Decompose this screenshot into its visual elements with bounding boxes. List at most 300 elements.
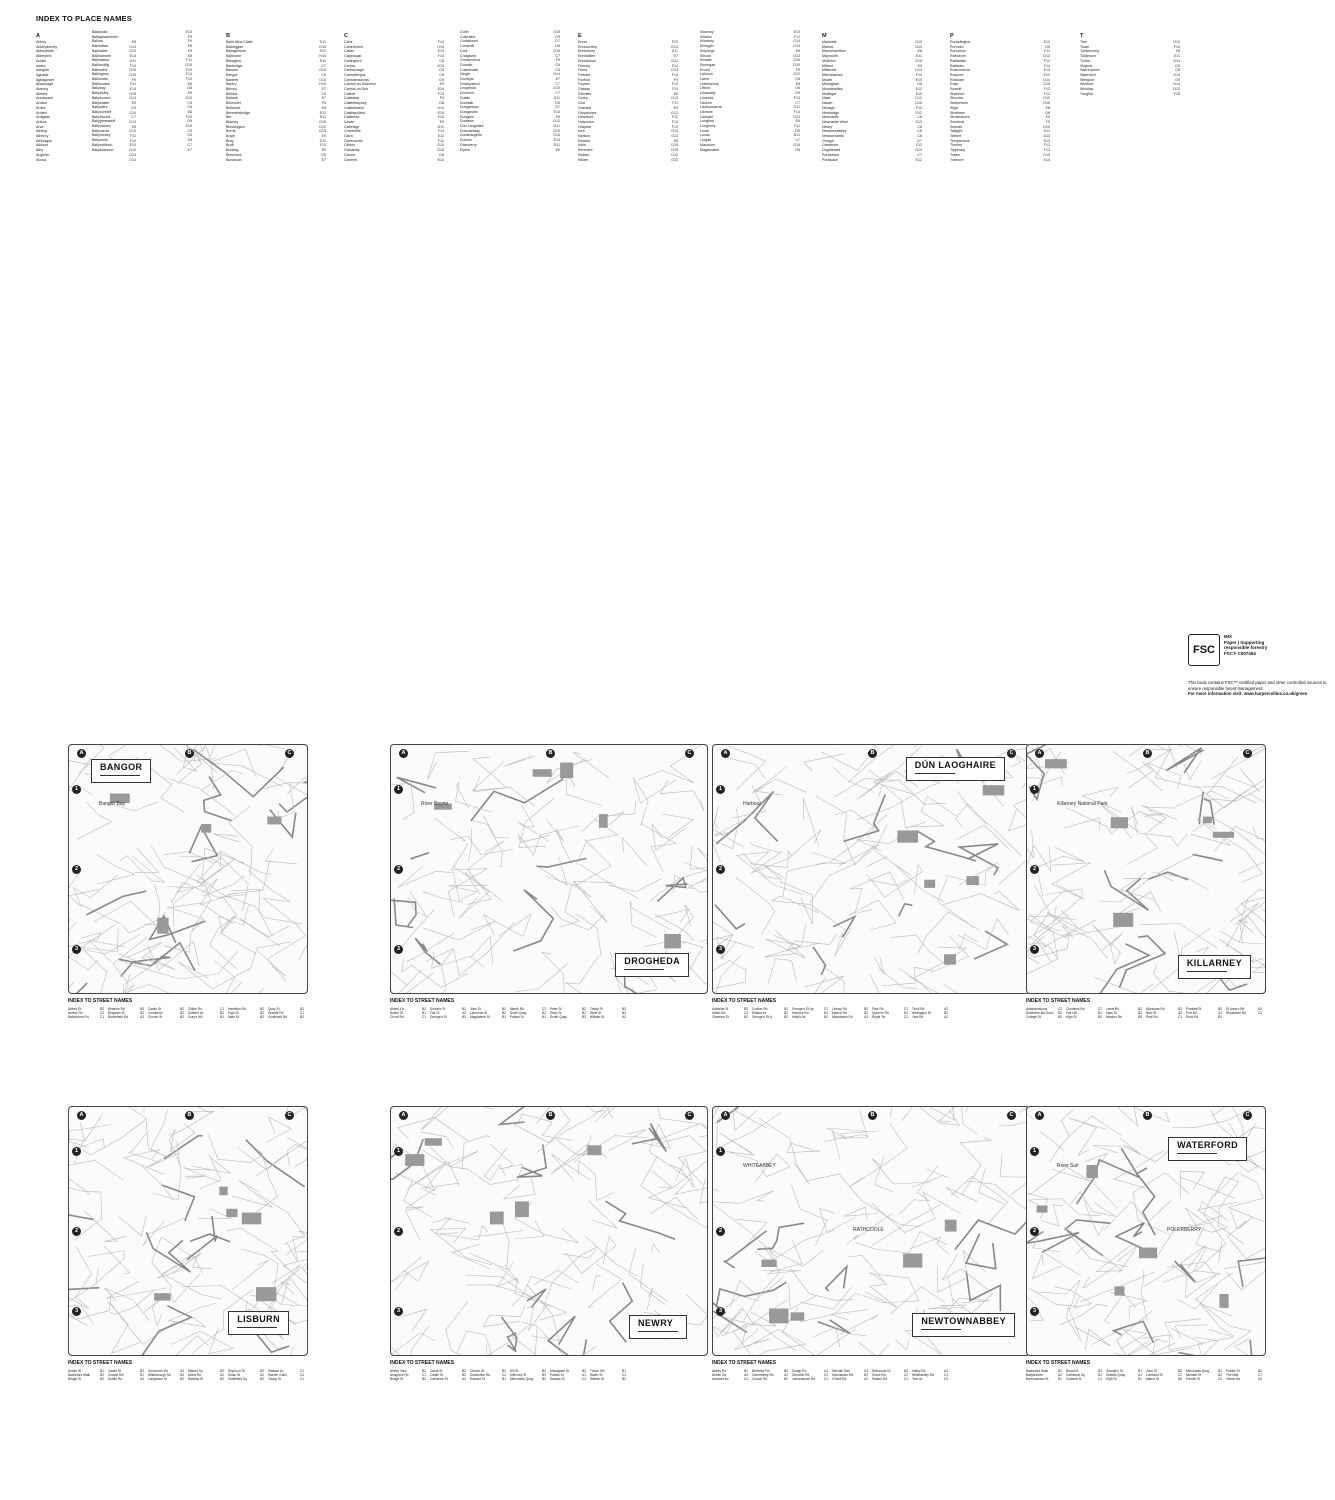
scale-bar bbox=[915, 773, 955, 776]
street-name: Queen's Rd bbox=[872, 1011, 889, 1016]
street-line bbox=[854, 974, 887, 993]
street-line bbox=[573, 1107, 606, 1112]
street-name: Muckross Rd bbox=[1146, 1007, 1165, 1011]
grid-reference: C6 bbox=[187, 105, 192, 110]
street-line bbox=[1077, 1148, 1139, 1204]
place-name: Portadown bbox=[822, 152, 840, 157]
street-name: Governors Rd bbox=[148, 1369, 168, 1373]
grid-reference: E8 bbox=[187, 109, 192, 114]
place-name: Carndonagh bbox=[344, 68, 364, 73]
street-line bbox=[483, 816, 509, 838]
grid-marker: C bbox=[285, 1111, 294, 1120]
street-line bbox=[1225, 769, 1260, 792]
place-name: Cahir bbox=[344, 40, 353, 44]
place-name: Killorglin bbox=[700, 44, 714, 49]
street-index-column bbox=[1106, 1369, 1142, 1382]
place-name: Elphin bbox=[460, 147, 470, 152]
place-name: Ballingarry bbox=[92, 72, 109, 77]
street-index-column bbox=[228, 1369, 264, 1382]
street-name: New St bbox=[1146, 1011, 1157, 1016]
street-grid-ref: C1 bbox=[219, 1007, 224, 1011]
place-name: Banteer bbox=[226, 77, 239, 82]
street-line bbox=[576, 914, 601, 957]
street-line bbox=[69, 982, 76, 993]
street-map[interactable] bbox=[1026, 1106, 1266, 1356]
place-name: Adrigole bbox=[36, 68, 50, 73]
street-line bbox=[69, 1279, 87, 1326]
street-grid-ref: B2 bbox=[462, 1015, 466, 1020]
street-map[interactable] bbox=[68, 1106, 308, 1356]
street-name: John St bbox=[470, 1007, 481, 1011]
grid-reference: E14 bbox=[1043, 157, 1050, 162]
grid-reference: G15 bbox=[319, 68, 326, 73]
place-name: Letterkenny bbox=[700, 81, 719, 86]
street-name: Park Rd bbox=[1146, 1015, 1158, 1020]
street-line bbox=[699, 1123, 707, 1166]
street-grid-ref: B2 bbox=[220, 1011, 224, 1016]
street-line bbox=[426, 923, 515, 976]
landmark-block bbox=[664, 934, 681, 948]
street-line bbox=[867, 857, 888, 867]
place-name: Abbeyfeale bbox=[36, 49, 54, 54]
grid-reference: E11 bbox=[319, 58, 326, 63]
grid-reference: E12 bbox=[1043, 40, 1050, 44]
street-index-column bbox=[912, 1369, 948, 1382]
map-place-label: River Boyne bbox=[421, 801, 449, 807]
street-line bbox=[559, 1346, 597, 1355]
place-name: Ballybofey bbox=[92, 91, 109, 96]
place-name: Bandon bbox=[226, 68, 239, 73]
index-entry bbox=[700, 148, 800, 153]
street-name: Plunkett St bbox=[1186, 1007, 1202, 1011]
grid-reference: C7 bbox=[795, 138, 800, 143]
grid-reference: E9 bbox=[795, 119, 800, 124]
grid-reference: D11 bbox=[553, 142, 560, 147]
grid-reference: D13 bbox=[319, 129, 326, 134]
street-line bbox=[1027, 1107, 1034, 1119]
street-line bbox=[578, 1161, 615, 1201]
street-name: Main St bbox=[1106, 1011, 1117, 1016]
grid-marker: C bbox=[685, 749, 694, 758]
town-map-panel bbox=[68, 744, 308, 1106]
grid-marker: 3 bbox=[1030, 1307, 1039, 1316]
street-line bbox=[657, 878, 687, 902]
place-name: Macroom bbox=[700, 142, 715, 147]
street-line bbox=[542, 952, 564, 993]
street-line bbox=[484, 1148, 507, 1180]
street-line bbox=[768, 959, 796, 983]
street-grid-ref: B2 bbox=[1098, 1015, 1102, 1020]
street-name: Marsh Rd bbox=[510, 1007, 524, 1011]
grid-reference: D9 bbox=[131, 105, 136, 110]
street-line bbox=[1227, 1217, 1265, 1259]
place-name: Virginia bbox=[1080, 63, 1092, 68]
place-name: Aclare bbox=[36, 58, 47, 63]
street-grid-ref: A2 bbox=[622, 1015, 626, 1020]
place-name: Carrick-on-Suir bbox=[344, 87, 369, 92]
grid-reference: F9 bbox=[1045, 119, 1050, 124]
street-line bbox=[1168, 1353, 1195, 1356]
street-line bbox=[135, 848, 159, 873]
street-line bbox=[448, 885, 488, 892]
street-index-column bbox=[1186, 1369, 1222, 1382]
grid-marker: C bbox=[1243, 1111, 1252, 1120]
street-map[interactable] bbox=[712, 1106, 1030, 1356]
street-line bbox=[656, 1136, 706, 1185]
street-grid-ref: B3 bbox=[622, 1007, 626, 1011]
place-name: Enniscorthy bbox=[578, 44, 597, 49]
place-name: Borris bbox=[226, 129, 236, 134]
street-line bbox=[566, 955, 599, 993]
grid-marker: 3 bbox=[394, 945, 403, 954]
street-line bbox=[856, 1232, 947, 1254]
street-index-column bbox=[1026, 1007, 1062, 1020]
place-name: Omagh bbox=[822, 138, 834, 143]
street-name: Castle St bbox=[430, 1373, 443, 1378]
street-grid-ref: C1 bbox=[421, 1015, 426, 1020]
grid-marker: A bbox=[721, 1111, 730, 1120]
street-line bbox=[783, 852, 846, 896]
street-grid-ref: B2 bbox=[100, 1377, 104, 1382]
street-grid-ref: C3 bbox=[621, 1373, 626, 1378]
place-name: Tarbert bbox=[950, 134, 962, 139]
town-map-panel bbox=[390, 744, 708, 1106]
street-line bbox=[1215, 832, 1262, 883]
street-map[interactable] bbox=[390, 744, 708, 994]
grid-reference: E10 bbox=[915, 77, 922, 82]
street-line bbox=[1248, 793, 1265, 839]
street-name: Sandys St bbox=[550, 1377, 565, 1382]
street-line bbox=[119, 1216, 147, 1236]
place-name: Ennistimon bbox=[578, 58, 596, 63]
grid-reference: F10 bbox=[185, 77, 192, 82]
street-line bbox=[687, 964, 707, 984]
street-map[interactable] bbox=[712, 744, 1030, 994]
place-name: Donegal bbox=[460, 77, 474, 82]
place-name: Newcastle West bbox=[822, 119, 848, 124]
street-line bbox=[766, 923, 806, 958]
place-name: Wexford bbox=[1080, 82, 1094, 87]
street-map[interactable] bbox=[68, 744, 308, 994]
landmark-block bbox=[944, 954, 956, 965]
street-line bbox=[69, 1125, 111, 1131]
grid-reference: E14 bbox=[1173, 72, 1180, 77]
grid-reference: D10 bbox=[1173, 40, 1180, 44]
street-entry bbox=[590, 1377, 626, 1381]
street-line bbox=[1117, 1245, 1139, 1273]
place-name: Annascaul bbox=[36, 96, 53, 101]
street-index-column bbox=[1226, 1369, 1262, 1382]
street-name: Jordanstown Rd bbox=[792, 1377, 816, 1382]
street-index-title: INDEX TO STREET NAMES bbox=[390, 998, 455, 1004]
index-column bbox=[578, 30, 678, 720]
street-index-column bbox=[430, 1369, 466, 1382]
street-name: Hill St bbox=[510, 1369, 519, 1373]
street-line bbox=[844, 1207, 878, 1220]
street-line bbox=[891, 935, 945, 965]
grid-reference: E8 bbox=[673, 138, 678, 143]
town-name: DROGHEDA bbox=[624, 956, 680, 966]
street-name: Beatrice Rd bbox=[108, 1007, 125, 1011]
place-name: Kildare bbox=[578, 152, 590, 157]
street-line bbox=[278, 783, 294, 818]
grid-reference: F9 bbox=[131, 77, 136, 82]
street-grid-ref: B2 bbox=[502, 1007, 506, 1011]
street-map[interactable] bbox=[1026, 744, 1266, 994]
street-name: Church St bbox=[470, 1369, 485, 1373]
street-line bbox=[640, 1263, 665, 1304]
street-name: Merchants Quay bbox=[1186, 1369, 1210, 1373]
street-line bbox=[998, 1120, 1029, 1126]
grid-reference: D13 bbox=[1173, 58, 1180, 63]
street-grid-ref: C2 bbox=[903, 1007, 908, 1011]
place-name: Castleisland bbox=[344, 105, 364, 110]
place-name: Dunmanway bbox=[460, 128, 480, 133]
landmark-block bbox=[1219, 1294, 1228, 1308]
street-index-column bbox=[590, 1369, 626, 1382]
street-name: Ballyholme Rd bbox=[68, 1015, 89, 1020]
street-line bbox=[958, 919, 1008, 950]
street-line bbox=[110, 985, 134, 993]
landmark-block bbox=[903, 1254, 922, 1268]
place-name: Balbriggan bbox=[226, 44, 244, 49]
place-name: Ballisodare bbox=[92, 81, 110, 86]
place-names-index bbox=[0, 0, 1335, 735]
street-line bbox=[896, 1340, 910, 1350]
street-grid-ref: B1 bbox=[502, 1015, 506, 1020]
street-entry bbox=[430, 1377, 466, 1381]
street-grid-ref: C3 bbox=[1257, 1011, 1262, 1016]
street-line bbox=[246, 1152, 278, 1220]
place-name: Kanturk bbox=[578, 134, 591, 139]
street-line bbox=[800, 1293, 860, 1322]
place-name: Rathdrum bbox=[950, 54, 966, 59]
street-index-column bbox=[792, 1369, 828, 1382]
grid-marker: A bbox=[77, 1111, 86, 1120]
place-name: Cashel bbox=[344, 91, 356, 96]
grid-reference: D5 bbox=[321, 152, 326, 157]
index-entry bbox=[226, 158, 326, 163]
grid-reference: G14 bbox=[915, 44, 922, 49]
place-name: Greystones bbox=[578, 110, 597, 115]
index-entry bbox=[578, 158, 678, 163]
street-name: Station Rd bbox=[872, 1377, 887, 1382]
place-name: Portumna bbox=[950, 49, 966, 54]
street-grid-ref: C1 bbox=[299, 1369, 304, 1373]
grid-reference: F11 bbox=[794, 124, 800, 129]
grid-reference: C7 bbox=[555, 91, 560, 96]
street-entry bbox=[1146, 1015, 1182, 1019]
street-name: George's St Up bbox=[792, 1007, 814, 1011]
street-name: Michael St bbox=[1186, 1373, 1201, 1378]
grid-reference: D11 bbox=[319, 138, 326, 143]
place-name: Ennis bbox=[578, 40, 587, 44]
place-name: Adare bbox=[36, 63, 46, 68]
place-name: Carrickfergus bbox=[344, 72, 366, 77]
grid-reference: D12 bbox=[553, 119, 560, 124]
street-name: Clifton Rd bbox=[188, 1007, 202, 1011]
place-name: Ballinalee bbox=[92, 48, 108, 53]
landmark-block bbox=[405, 1154, 424, 1166]
grid-reference: D9 bbox=[1175, 63, 1180, 68]
street-index-column bbox=[1026, 1369, 1062, 1382]
place-name: Bruff bbox=[226, 143, 234, 148]
street-grid-ref: C2 bbox=[299, 1373, 304, 1378]
street-name: Dufferin Av bbox=[188, 1011, 204, 1016]
grid-reference: E14 bbox=[437, 157, 444, 162]
street-line bbox=[918, 912, 980, 953]
street-line bbox=[630, 901, 670, 937]
street-line bbox=[170, 1336, 209, 1356]
street-index-column bbox=[752, 1007, 788, 1020]
street-line bbox=[398, 866, 460, 902]
street-entry bbox=[792, 1377, 828, 1381]
grid-reference: E7 bbox=[673, 54, 678, 59]
grid-marker: 2 bbox=[716, 865, 725, 874]
street-line bbox=[142, 1166, 174, 1201]
street-entry bbox=[148, 1015, 184, 1019]
place-name: Tullow bbox=[1080, 58, 1091, 63]
street-name: Rathcoole Dr bbox=[872, 1369, 891, 1373]
street-line bbox=[729, 746, 766, 790]
place-name: Edenderry bbox=[460, 142, 477, 147]
place-name: Roscrea bbox=[950, 72, 964, 77]
grid-marker: 1 bbox=[716, 785, 725, 794]
place-name: Tullamore bbox=[1080, 54, 1096, 59]
street-name: Valley Rd bbox=[912, 1369, 926, 1373]
place-name: Listowel bbox=[700, 114, 713, 119]
street-grid-ref: B1 bbox=[1138, 1377, 1142, 1382]
street-line bbox=[540, 857, 568, 886]
place-name: Mitchelstown bbox=[822, 72, 843, 77]
grid-reference: D10 bbox=[915, 101, 922, 106]
street-entry bbox=[1026, 1015, 1062, 1019]
street-grid-ref: B1 bbox=[1138, 1369, 1142, 1373]
index-column bbox=[460, 30, 560, 720]
street-line bbox=[240, 919, 289, 947]
street-grid-ref: B1 bbox=[502, 1377, 506, 1382]
street-line bbox=[1037, 847, 1085, 896]
street-line bbox=[1000, 1153, 1029, 1195]
street-entry bbox=[68, 1015, 104, 1019]
grid-reference: D9 bbox=[795, 128, 800, 133]
street-line bbox=[422, 891, 461, 902]
landmark-block bbox=[1114, 1286, 1124, 1295]
place-name: Ballymena bbox=[92, 128, 109, 133]
town-name: LISBURN bbox=[237, 1314, 280, 1324]
place-name: Milford bbox=[822, 63, 833, 68]
place-name: Mullingar bbox=[822, 91, 837, 96]
grid-marker: 2 bbox=[1030, 865, 1039, 874]
street-grid-ref: B2 bbox=[744, 1007, 748, 1011]
street-line bbox=[1082, 787, 1122, 812]
street-grid-ref: C2 bbox=[501, 1373, 506, 1378]
street-name: Mounttown Rd bbox=[832, 1015, 853, 1020]
place-name: Ballaghmore bbox=[226, 49, 247, 54]
grid-marker: A bbox=[1035, 749, 1044, 758]
street-line bbox=[566, 775, 602, 805]
place-name: Carrick-on-Shannon bbox=[344, 82, 377, 87]
street-name: Library Rd bbox=[832, 1007, 847, 1011]
street-grid-ref: A3 bbox=[1258, 1377, 1262, 1382]
grid-reference: H15 bbox=[437, 44, 444, 49]
street-grid-ref: A2 bbox=[944, 1369, 948, 1373]
street-line bbox=[943, 984, 959, 993]
grid-reference: E6 bbox=[187, 91, 192, 96]
place-name: Coleraine bbox=[460, 34, 476, 39]
place-name: Arklow bbox=[36, 119, 47, 124]
street-line bbox=[1175, 1261, 1196, 1282]
street-line bbox=[484, 1305, 526, 1327]
grid-reference: E14 bbox=[437, 87, 444, 92]
street-grid-ref: B2 bbox=[180, 1011, 184, 1016]
street-map[interactable] bbox=[390, 1106, 708, 1356]
street-name: Palace St bbox=[510, 1015, 524, 1020]
street-grid-ref: A3 bbox=[140, 1377, 144, 1382]
street-entry bbox=[510, 1377, 546, 1381]
street-line bbox=[649, 1161, 707, 1208]
scale-bar bbox=[1187, 971, 1227, 974]
street-grid-ref: A1 bbox=[1138, 1373, 1142, 1378]
street-grid-ref: B2 bbox=[502, 1011, 506, 1016]
grid-reference: G14 bbox=[915, 68, 922, 73]
place-name: Cushendall bbox=[460, 67, 478, 72]
street-entry bbox=[1106, 1015, 1142, 1019]
street-line bbox=[517, 1144, 546, 1177]
index-column bbox=[822, 30, 922, 720]
place-name: Carlingford bbox=[344, 58, 362, 63]
street-grid-ref: C1 bbox=[299, 1377, 304, 1382]
index-column bbox=[950, 30, 1050, 720]
street-name: Bridge St bbox=[68, 1377, 82, 1382]
street-line bbox=[490, 1144, 513, 1169]
grid-reference: E14 bbox=[129, 87, 136, 92]
street-line bbox=[1029, 1167, 1090, 1195]
street-name: Bloomfield Rd bbox=[108, 1015, 128, 1020]
street-line bbox=[423, 921, 495, 940]
grid-marker: B bbox=[1143, 749, 1152, 758]
place-name: Athlone bbox=[36, 143, 49, 148]
street-index-column bbox=[1066, 1369, 1102, 1382]
grid-reference: D12 bbox=[129, 148, 136, 153]
street-grid-ref: B2 bbox=[260, 1011, 264, 1016]
grid-reference: C6 bbox=[187, 128, 192, 133]
street-line bbox=[716, 1282, 786, 1307]
street-name: Barronstrand St bbox=[1026, 1377, 1049, 1382]
grid-reference: F9 bbox=[555, 58, 560, 63]
street-grid-ref: C3 bbox=[863, 1369, 868, 1373]
street-name: Manor St bbox=[1146, 1377, 1159, 1382]
grid-reference: C6 bbox=[321, 72, 326, 77]
street-line bbox=[223, 1107, 238, 1108]
place-name: Lisburn bbox=[700, 100, 712, 105]
street-line bbox=[700, 931, 707, 943]
street-grid-ref: A2 bbox=[944, 1015, 948, 1020]
street-line bbox=[408, 1161, 448, 1195]
grid-reference: F10 bbox=[185, 67, 192, 72]
street-line bbox=[1194, 1337, 1233, 1355]
landmark-block bbox=[1113, 913, 1133, 927]
street-line bbox=[391, 1257, 429, 1283]
place-name: Fermoy bbox=[578, 63, 591, 68]
grid-reference: F15 bbox=[1173, 91, 1180, 96]
grid-reference: E13 bbox=[185, 30, 192, 34]
grid-reference: E8 bbox=[187, 138, 192, 143]
street-name: Church St bbox=[148, 1015, 163, 1020]
place-name: Crumlin bbox=[460, 62, 473, 67]
street-name: John St bbox=[1146, 1369, 1157, 1373]
grid-reference: E10 bbox=[129, 143, 136, 148]
